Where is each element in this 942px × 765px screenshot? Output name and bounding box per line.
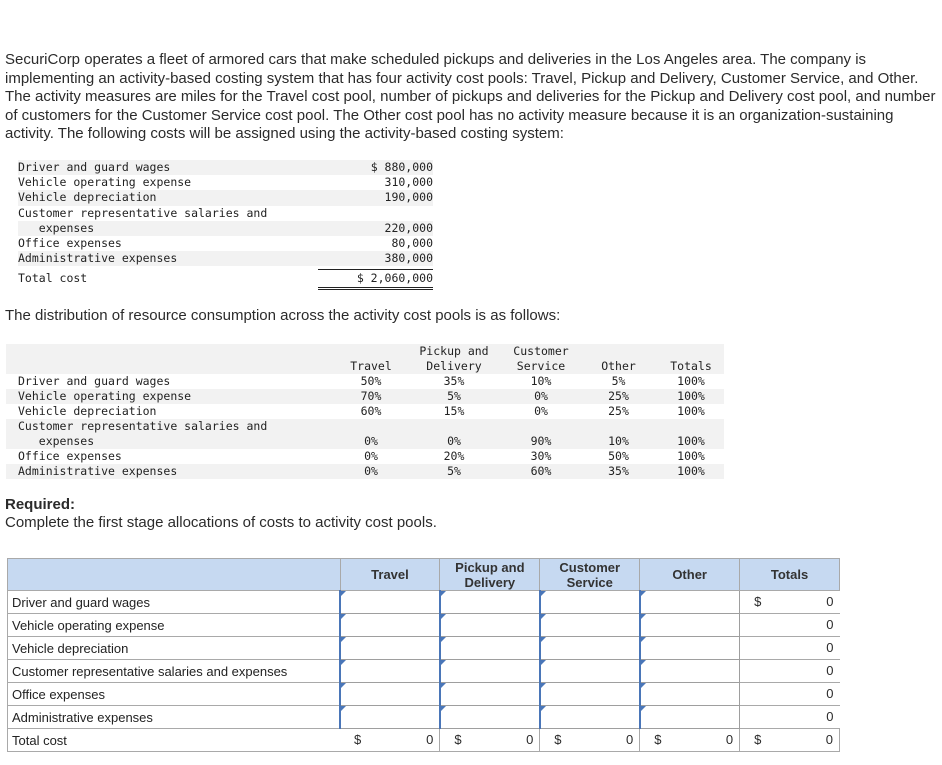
other-input[interactable] xyxy=(640,614,740,637)
cost-label: Customer representative salaries and xyxy=(18,205,268,220)
grand-total-cell xyxy=(740,729,840,752)
cost-label: Vehicle depreciation xyxy=(18,190,157,205)
distribution-label: Customer representative salaries and xyxy=(18,419,268,433)
other-input[interactable] xyxy=(640,660,740,683)
distribution-row xyxy=(6,374,724,389)
customer-service-input[interactable] xyxy=(540,660,640,683)
distribution-intro: The distribution of resource consumption across the activity cost pools is as follows: xyxy=(5,307,561,324)
distribution-label: Vehicle operating expense xyxy=(18,389,192,403)
distribution-row xyxy=(6,404,724,419)
currency-symbol: $ xyxy=(554,732,562,747)
distribution-row xyxy=(6,419,724,434)
grid-header-pickup-line1: Pickup and xyxy=(455,559,525,575)
cost-total-row xyxy=(18,269,433,284)
grid-row xyxy=(8,591,840,614)
pickup-delivery-input[interactable] xyxy=(440,660,540,683)
grid-total-row xyxy=(8,729,840,752)
currency-symbol: $ xyxy=(754,732,762,747)
pct-travel: 0% xyxy=(364,434,378,448)
travel-input[interactable] xyxy=(340,637,440,660)
grid-row-label: Driver and guard wages xyxy=(8,591,341,614)
pct-total: 100% xyxy=(677,434,705,448)
grid-row xyxy=(8,706,840,729)
pct-total: 100% xyxy=(677,449,705,463)
pct-other: 5% xyxy=(611,374,626,388)
pct-total: 100% xyxy=(677,464,705,478)
required-text: Complete the first stage allocations of costs to activity cost pools. xyxy=(5,514,437,531)
pct-pickup: 5% xyxy=(447,464,461,478)
row-total-cell xyxy=(740,660,840,683)
grid-row-label: Vehicle operating expense xyxy=(8,614,341,637)
cost-row xyxy=(18,221,433,236)
header-totals: Totals xyxy=(670,359,712,373)
pct-pickup: 20% xyxy=(443,449,465,463)
row-total-value: 0 xyxy=(826,709,834,724)
row-total-value: 0 xyxy=(826,663,834,678)
required-heading: Required: xyxy=(5,496,76,513)
other-input[interactable] xyxy=(640,591,740,614)
grid-row-label: Administrative expenses xyxy=(8,706,341,729)
pct-pickup: 15% xyxy=(443,404,465,418)
cost-row xyxy=(18,206,433,221)
grid-row xyxy=(8,683,840,706)
row-total-value: 0 xyxy=(826,686,834,701)
header-other: Other xyxy=(601,359,636,373)
grid-header-totals: Totals xyxy=(740,559,840,591)
currency-symbol: $ xyxy=(454,732,462,747)
grid-header-customer xyxy=(540,559,640,591)
cost-row xyxy=(18,236,433,251)
cost-row xyxy=(18,175,433,190)
distribution-row xyxy=(6,449,724,464)
distribution-table xyxy=(6,344,724,479)
other-total-cell xyxy=(640,729,740,752)
pct-other: 25% xyxy=(608,389,629,403)
row-total-value: 0 xyxy=(826,617,834,632)
other-input[interactable] xyxy=(640,683,740,706)
grand-total-value: 0 xyxy=(825,732,833,747)
travel-input[interactable] xyxy=(340,614,440,637)
header-pickup-line1: Pickup and xyxy=(419,344,489,358)
other-input[interactable] xyxy=(640,637,740,660)
customer-total-cell xyxy=(540,729,640,752)
other-input[interactable] xyxy=(640,706,740,729)
cost-label: Vehicle operating expense xyxy=(18,175,192,190)
currency-symbol: $ xyxy=(654,732,662,747)
distribution-label: Vehicle depreciation xyxy=(18,404,157,418)
row-total-cell xyxy=(740,706,840,729)
pct-total: 100% xyxy=(677,404,705,418)
distribution-label: Driver and guard wages xyxy=(18,374,171,388)
row-total-cell xyxy=(740,591,840,614)
pct-total: 100% xyxy=(677,389,705,403)
grid-row xyxy=(8,614,840,637)
pickup-delivery-input[interactable] xyxy=(440,706,540,729)
cost-label: Office expenses xyxy=(18,235,122,250)
pct-pickup: 0% xyxy=(447,434,461,448)
row-total-cell xyxy=(740,614,840,637)
travel-input[interactable] xyxy=(340,591,440,614)
row-total-value: 0 xyxy=(826,594,834,609)
pct-customer: 10% xyxy=(530,374,552,388)
distribution-row xyxy=(6,434,724,449)
pct-travel: 70% xyxy=(360,389,382,403)
travel-input[interactable] xyxy=(340,660,440,683)
customer-service-input[interactable] xyxy=(540,614,640,637)
distribution-header xyxy=(6,344,724,374)
distribution-label: Office expenses xyxy=(18,449,122,463)
pct-pickup: 35% xyxy=(443,374,465,388)
grid-header-row xyxy=(8,559,840,591)
pickup-delivery-input[interactable] xyxy=(440,591,540,614)
pct-other: 25% xyxy=(608,404,629,418)
grid-row-label: Vehicle depreciation xyxy=(8,637,341,660)
cost-table xyxy=(18,160,433,285)
pct-customer: 0% xyxy=(534,404,548,418)
header-travel: Travel xyxy=(350,359,392,373)
pct-travel: 60% xyxy=(360,404,382,418)
pct-other: 35% xyxy=(608,464,629,478)
row-total-value: 0 xyxy=(826,640,834,655)
distribution-row xyxy=(6,464,724,479)
pct-customer: 30% xyxy=(530,449,552,463)
pct-other: 50% xyxy=(608,449,629,463)
cost-total-label: Total cost xyxy=(18,271,88,286)
grid-header-blank xyxy=(8,559,341,591)
customer-service-input[interactable] xyxy=(540,683,640,706)
grid-row xyxy=(8,637,840,660)
cost-total-amount: $ 2,060,000 xyxy=(318,269,433,290)
cost-row xyxy=(18,160,433,175)
cost-amount: 190,000 xyxy=(384,190,433,205)
cost-amount: $ 880,000 xyxy=(370,160,433,174)
cost-amount: 380,000 xyxy=(384,251,433,266)
pct-other: 10% xyxy=(608,434,629,448)
cost-label: Driver and guard wages xyxy=(18,160,171,174)
grid-header-pickup xyxy=(440,559,540,591)
row-total-cell xyxy=(740,637,840,660)
grid-header-other: Other xyxy=(640,559,740,591)
currency-symbol: $ xyxy=(354,732,362,747)
grid-row-label: Customer representative salaries and expenses xyxy=(8,660,341,683)
pct-travel: 0% xyxy=(364,464,378,478)
cost-amount: 80,000 xyxy=(391,235,433,250)
grid-header-travel: Travel xyxy=(340,559,440,591)
pct-travel: 50% xyxy=(360,374,382,388)
cost-label: expenses xyxy=(18,220,95,235)
customer-service-input[interactable] xyxy=(540,637,640,660)
currency-symbol: $ xyxy=(754,594,762,609)
pct-customer: 90% xyxy=(530,434,552,448)
grid-row xyxy=(8,660,840,683)
customer-total-value: 0 xyxy=(625,732,634,747)
problem-intro: SecuriCorp operates a fleet of armored cars that make scheduled pickups and deliveries in the Los Angeles area. The company is implementing an activity-based costing system that has four activity cost pools: Travel, Pickup and Delivery, Customer Service, and Other. The activity measures are miles for the Travel cost pool, number of pickups and deliveries for the Pickup and Delivery cost pool, and number of customers for the Customer Service cost pool. The Other cost pool has no activity measure because it is an organization-sustaining activity. The following costs will be assigned using the activity-based costing system: xyxy=(5,51,936,143)
travel-input[interactable] xyxy=(340,706,440,729)
grid-header-customer-line1: Customer xyxy=(559,559,621,575)
cost-row xyxy=(18,190,433,205)
header-customer-line2: Service xyxy=(516,359,566,373)
travel-total-cell xyxy=(340,729,440,752)
row-total-cell xyxy=(740,683,840,706)
pct-total: 100% xyxy=(677,374,705,388)
travel-total-value: 0 xyxy=(426,732,434,747)
pickup-delivery-input[interactable] xyxy=(440,614,540,637)
travel-input[interactable] xyxy=(340,683,440,706)
cost-amount: 310,000 xyxy=(384,175,433,190)
pickup-delivery-input[interactable] xyxy=(440,683,540,706)
customer-service-input[interactable] xyxy=(540,591,640,614)
header-customer-line1: Customer xyxy=(513,344,569,358)
grid-header-customer-line2: Service xyxy=(566,574,613,590)
distribution-row xyxy=(6,389,724,404)
header-pickup-line2: Delivery xyxy=(426,359,482,373)
grid-row-label: Office expenses xyxy=(8,683,341,706)
cost-amount: 220,000 xyxy=(384,220,433,235)
cost-row xyxy=(18,251,433,266)
allocation-grid xyxy=(7,558,840,752)
distribution-label: Administrative expenses xyxy=(18,464,178,478)
pct-customer: 60% xyxy=(530,464,552,478)
customer-service-input[interactable] xyxy=(540,706,640,729)
pickup-total-cell xyxy=(440,729,540,752)
required-section xyxy=(5,496,437,532)
cost-label: Administrative expenses xyxy=(18,251,178,266)
pct-customer: 0% xyxy=(534,389,548,403)
pickup-delivery-input[interactable] xyxy=(440,637,540,660)
distribution-label: expenses xyxy=(18,434,95,448)
pickup-total-value: 0 xyxy=(526,732,534,747)
pct-pickup: 5% xyxy=(447,389,461,403)
grid-header-pickup-line2: Delivery xyxy=(464,574,516,590)
pct-travel: 0% xyxy=(364,449,378,463)
other-total-value: 0 xyxy=(725,732,734,747)
grid-total-label: Total cost xyxy=(8,729,341,752)
